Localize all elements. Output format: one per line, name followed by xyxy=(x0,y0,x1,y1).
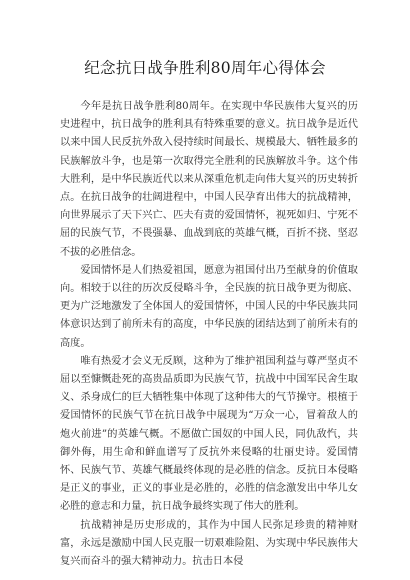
paragraph: 抗战精神是历史形成的，其作为中国人民弥足珍贵的精神财富，永远是激励中国人民克服一切艰难险阻、为实现中华民族伟大复兴而奋斗的强大精神动力。抗击日本侵 xyxy=(60,519,358,568)
paragraph: 今年是抗日战争胜利80周年。在实现中华民族伟大复兴的历史进程中，抗日战争的胜利具有特殊重要的意义。抗日战争是近代以来中国人民反抗外敌入侵持续时间最长、规模最大、牺牲最多的民族解放斗争，也是第一次取得完全胜利的民族解放斗争。这个伟大胜利，是中华民族近代以来从深重危机走向伟大复兴的历史转折点。在抗日战争的壮阔进程中，中国人民孕育出伟大的抗战精神，向世界展示了天下兴亡、匹夫有责的爱国情怀，视死如归、宁死不屈的民族气节，不畏强暴、血战到底的英雄气概，百折不挠、坚忍不拔的必胜信念。 xyxy=(60,101,358,258)
paragraph: 爱国情怀是人们热爱祖国，愿意为祖国付出乃至献身的价值取向。相较于以往的历次反侵略斗争，全民族的抗日战争更为彻底、更为广泛地激发了全体国人的爱国情怀，中国人民的中华民族共同体意识达到了前所未有的高度，中华民族的团结达到了前所未有的高度。 xyxy=(60,264,358,349)
paragraph: 唯有热爱才会义无反顾，这种为了维护祖国利益与尊严坚贞不屈以至慷慨赴死的高贵品质即为民族气节，抗战中中国军民舍生取义、杀身成仁的巨大牺牲集中体现了这种伟大的气节操守。根植于爱国情怀的民族气节在抗日战争中展现为“万众一心，冒着敌人的炮火前进”的英雄气概。不愿做亡国奴的中国人民，同仇敌忾，共御外侮，用生命和鲜血谱写了反抗外来侵略的壮丽史诗。爱国情怀、民族气节、英雄气概最终体现的是必胜的信念。反抗日本侵略是正义的事业，正义的事业是必胜的，必胜的信念激发出中华儿女必胜的意志和力量，抗日战争最终实现了伟大的胜利。 xyxy=(60,355,358,513)
document-body xyxy=(60,98,358,571)
document-title: 纪念抗日战争胜利80周年心得体会 xyxy=(84,59,326,77)
